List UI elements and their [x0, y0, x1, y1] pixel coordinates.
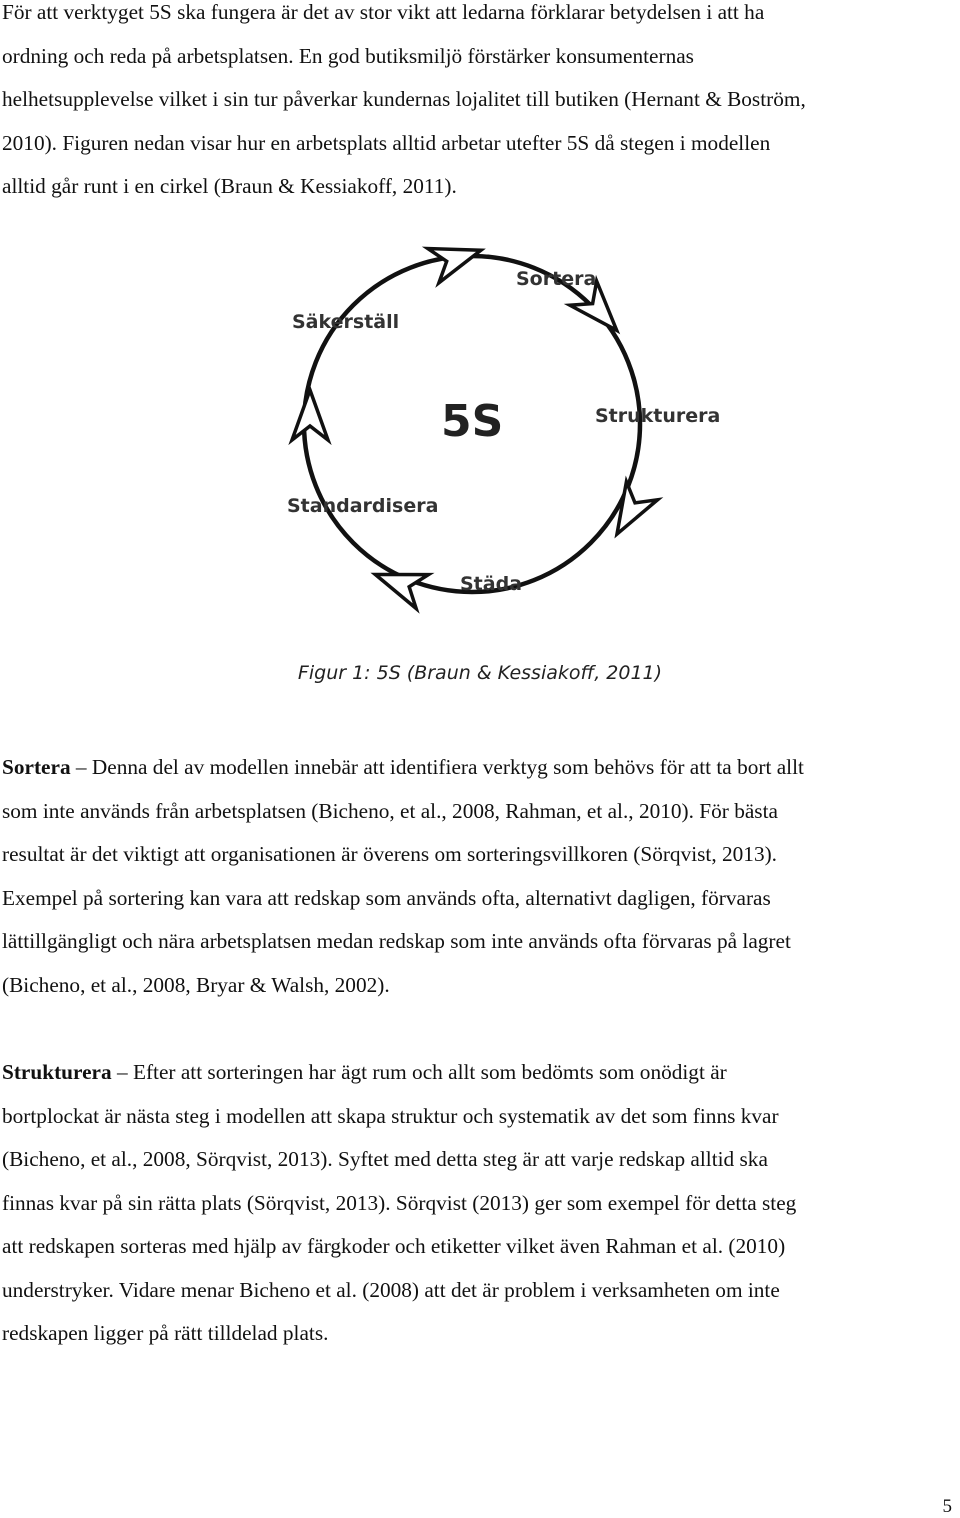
intro-line: 2010). Figuren nedan visar hur en arbetsplats alltid arbetar utefter 5S då stegen i modellen: [2, 130, 771, 155]
5s-cycle-diagram: [210, 212, 740, 632]
sortera-first-line-text: – Denna del av modellen innebär att identifiera verktyg som behövs för att ta bort allt: [70, 755, 804, 779]
intro-line: ordning och reda på arbetsplatsen. En god butiksmiljö förstärker konsumenternas: [2, 43, 694, 68]
sortera-line: Exempel på sortering kan vara att redskap som används ofta, alternativt dagligen, förvaras: [2, 885, 771, 910]
sortera-line: resultat är det viktigt att organisationen är överens om sorteringsvillkoren (Sörqvist, 2013).: [2, 842, 778, 866]
intro-line: För att verktyget 5S ska fungera är det av stor vikt att ledarna förklarar betydelsen i att ha: [2, 0, 765, 24]
strukturera-line: finnas kvar på sin rätta plats (Sörqvist, 2013). Sörqvist (2013) ger som exempel för detta steg: [2, 1190, 797, 1215]
intro-paragraph: [2, 0, 957, 209]
strukturera-line: understryker. Vidare menar Bicheno et al. (2008) att det är problem i verksamheten om inte: [2, 1277, 780, 1302]
arrow-icon: [570, 281, 630, 342]
strukturera-first-line: [2, 1051, 957, 1095]
strukturera-first-line-text: – Efter att sorteringen har ägt rum och allt som bedömts som onödigt är: [111, 1060, 727, 1084]
page-number: 5: [942, 1496, 952, 1517]
strukturera-line: bortplockat är nästa steg i modellen att skapa struktur och systematik av det som finns kvar: [2, 1103, 779, 1128]
sortera-line: (Bicheno, et al., 2008, Bryar & Walsh, 2002).: [2, 972, 390, 997]
sortera-paragraph: [2, 746, 957, 1007]
step-label-sortera: Sortera: [516, 268, 597, 290]
step-label-standardisera: Standardisera: [287, 495, 439, 517]
strukturera-paragraph: [2, 1051, 957, 1356]
term-strukturera: Strukturera: [2, 1060, 112, 1084]
figure-caption: Figur 1: 5S (Braun & Kessiakoff, 2011): [297, 662, 663, 684]
step-label-stada: Städa: [460, 573, 523, 595]
arrow-icon: [292, 390, 328, 440]
step-label-sakerstall: Säkerställ: [292, 311, 400, 333]
arrow-icon: [601, 482, 657, 543]
term-sortera: Sortera: [2, 755, 71, 779]
sortera-line: som inte används från arbetsplatsen (Bicheno, et al., 2008, Rahman, et al., 2010). För bästa: [2, 798, 778, 823]
strukturera-line: att redskapen sorteras med hjälp av färgkoder och etiketter vilket även Rahman et al. (2010): [2, 1234, 786, 1258]
strukturera-line: redskapen ligger på rätt tilldelad plats.: [2, 1321, 329, 1345]
5s-cycle-figure: [210, 212, 740, 632]
intro-line: alltid går runt i en cirkel (Braun & Kessiakoff, 2011).: [2, 174, 457, 198]
step-label-strukturera: Strukturera: [595, 405, 721, 427]
intro-line: helhetsupplevelse vilket i sin tur påverkar kundernas lojalitet till butiken (Hernant & Boström,: [2, 87, 806, 111]
sortera-first-line: [2, 746, 957, 790]
sortera-line: lättillgängligt och nära arbetsplatsen medan redskap som inte används ofta förvaras på lagret: [2, 929, 791, 953]
strukturera-line: (Bicheno, et al., 2008, Sörqvist, 2013). Syftet med detta steg är att varje redskap alltid ska: [2, 1147, 768, 1171]
center-label: 5S: [441, 396, 504, 447]
